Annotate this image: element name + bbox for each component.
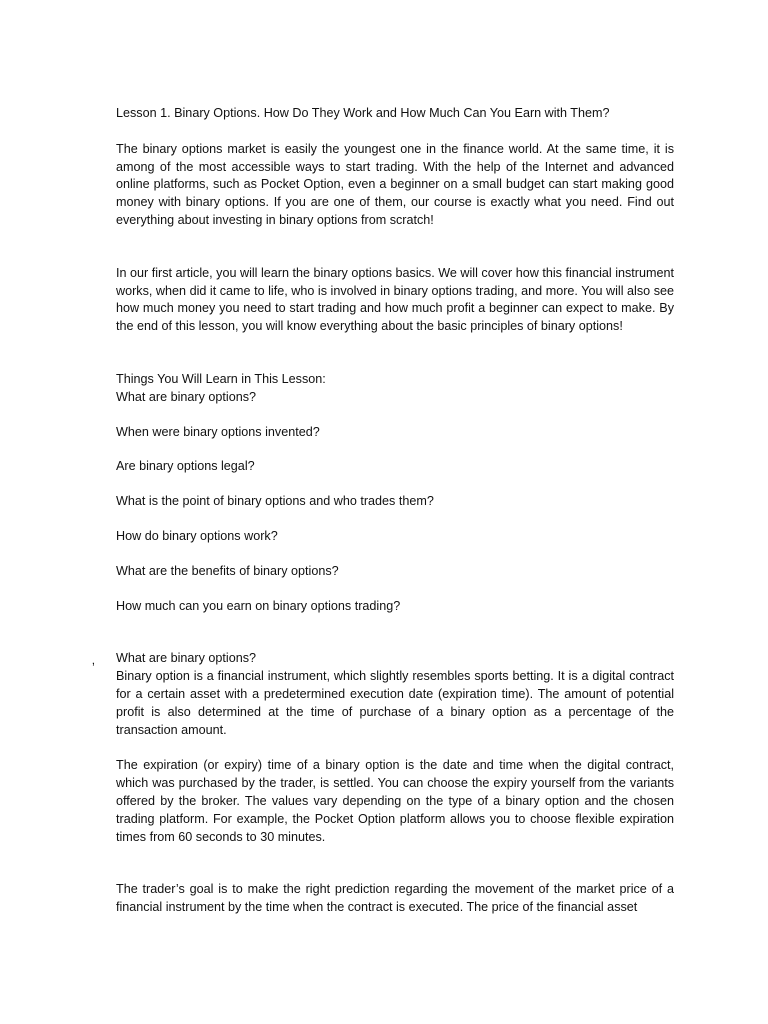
list-item: How much can you earn on binary options trading?: [116, 598, 401, 613]
intro-paragraph-2: In our first article, you will learn the binary options basics. We will cover how this financial instrument works, when did it came to life, who is involved in binary options trading, and more. You will also see how much money you need to start trading and how much profit a beginner can expect to make. By the end of this lesson, you will know everything about the basic principles of binary options!: [116, 265, 674, 334]
stray-comma-mark: ‚: [92, 653, 95, 667]
section-paragraph-3: The trader’s goal is to make the right prediction regarding the movement of the market price of a financial instrument by the time when the contract is executed. The price of the financial asset: [116, 882, 674, 915]
spacer: [116, 846, 674, 881]
list-item: When were binary options invented?: [116, 424, 320, 439]
list-heading: Things You Will Learn in This Lesson:: [116, 371, 326, 386]
section-paragraph-1: Binary option is a financial instrument, which slightly resembles sports betting. It is a digital contract for a certain asset with a predetermined execution date (expiration time). The amount of potential profit is also determined at the time of purchase of a binary option as a percentage of the transaction amount.: [116, 669, 674, 737]
spacer: [116, 615, 674, 650]
spacer: [116, 739, 674, 757]
document-page: [116, 105, 674, 917]
intro-paragraph-1: The binary options market is easily the youngest one in the finance world. At the same time, it is among of the most accessible ways to start trading. With the help of the Internet and advanced online platforms, such as Pocket Option, even a beginner on a small budget can start making good money with binary options. If you are one of them, our course is exactly what you need. Find out everything about investing in binary options from scratch!: [116, 141, 674, 227]
spacer: [116, 230, 674, 265]
section-paragraph-2: The expiration (or expiry) time of a binary option is the date and time when the digital contract, which was purchased by the trader, is settled. You can choose the expiry yourself from the variants offered by the broker. The values vary depending on the type of a binary option and the chosen trading platform. For example, the Pocket Option platform allows you to choose flexible expiration times from 60 seconds to 30 minutes.: [116, 758, 674, 844]
list-item: What are the benefits of binary options?: [116, 563, 339, 578]
list-item: Are binary options legal?: [116, 459, 255, 474]
list-item: What is the point of binary options and who trades them?: [116, 494, 434, 509]
list-item: How do binary options work?: [116, 528, 278, 543]
lesson-topics-list: [116, 389, 674, 616]
lesson-title: Lesson 1. Binary Options. How Do They Work and How Much Can You Earn with Them?: [116, 106, 610, 120]
section-heading: What are binary options?: [116, 651, 257, 666]
list-item: What are binary options?: [116, 389, 257, 404]
spacer: [116, 336, 674, 371]
